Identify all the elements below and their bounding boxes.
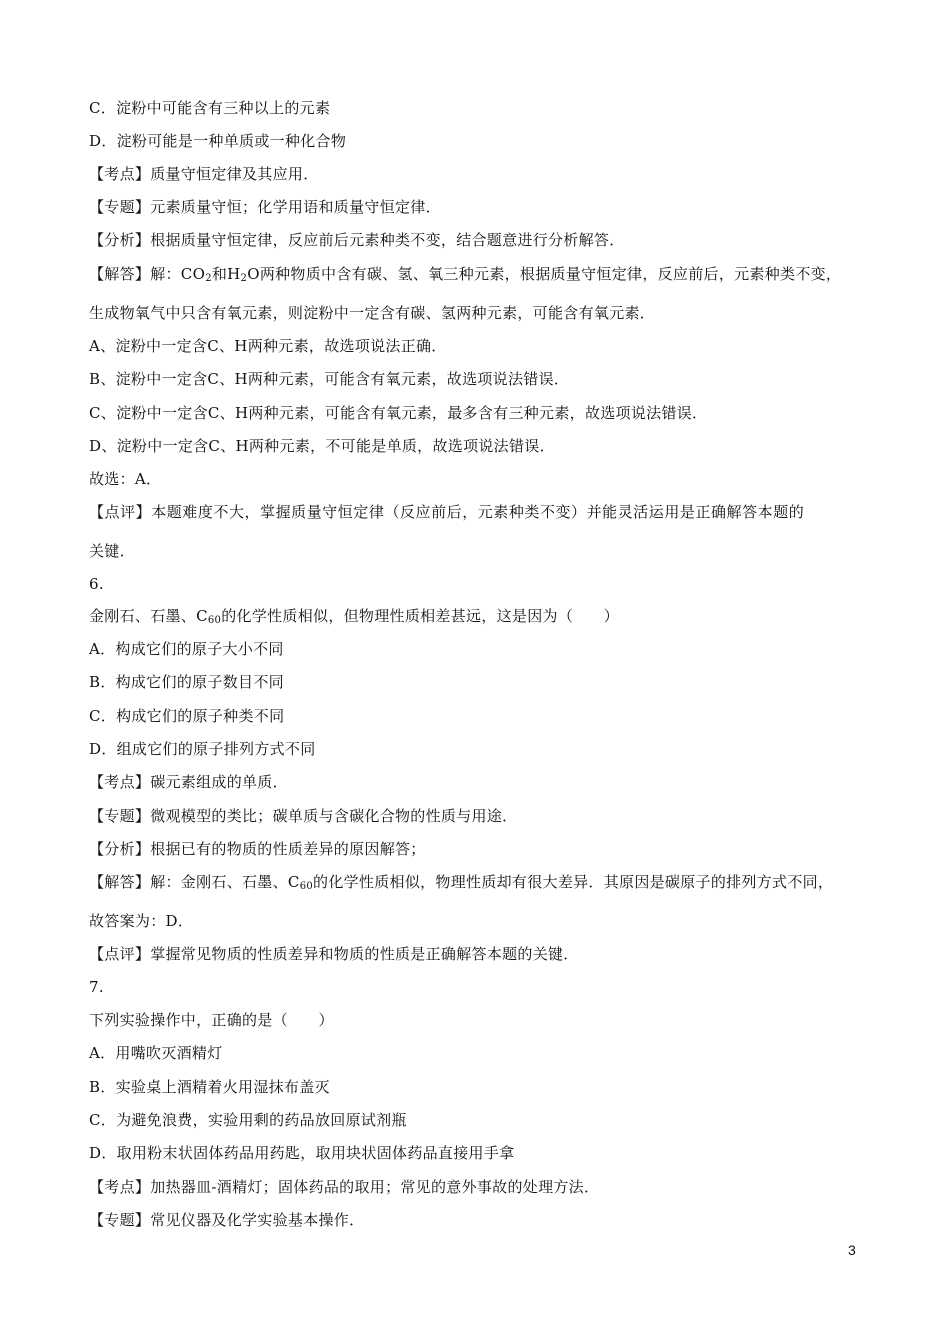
q6-jieda-sub: 60	[299, 881, 314, 892]
q6-answer: 故答案为：D．	[89, 912, 194, 930]
q5-analysis-a: A、淀粉中一定含C、H两种元素，故选项说法正确．	[89, 337, 447, 355]
q6-stem	[89, 606, 619, 626]
q6-option-a: A．构成它们的原子大小不同	[89, 640, 284, 658]
q5-kaodian: 【考点】质量守恒定律及其应用．	[89, 165, 319, 183]
q7-option-b: B．实验桌上酒精着火用湿抹布盖灭	[89, 1078, 330, 1096]
q6-option-d: D．组成它们的原子排列方式不同	[89, 740, 316, 758]
q5-dianping-line2: 关键．	[89, 542, 135, 560]
q6-option-c: C．构成它们的原子种类不同	[89, 707, 285, 725]
q5-option-d: D．淀粉可能是一种单质或一种化合物	[89, 132, 347, 150]
q6-dianping: 【点评】掌握常见物质的性质差异和物质的性质是正确解答本题的关键．	[89, 945, 579, 963]
q6-stem-rest: 的化学性质相似，但物理性质相差甚远，这是因为（ ）	[221, 607, 620, 625]
q6-stem-sub: 60	[207, 615, 222, 626]
q5-option-c: C．淀粉中可能含有三种以上的元素	[89, 99, 331, 117]
q7-option-a: A．用嘴吹灭酒精灯	[89, 1044, 223, 1062]
q5-jieda-sub2: 2	[240, 273, 248, 284]
q5-fenxi: 【分析】根据质量守恒定律，反应前后元素种类不变，结合题意进行分析解答．	[89, 231, 625, 249]
q7-kaodian: 【考点】加热器皿-酒精灯；固体药品的取用；常见的意外事故的处理方法．	[89, 1178, 600, 1196]
q5-zhuanti: 【专题】元素质量守恒；化学用语和质量守恒定律．	[89, 198, 441, 216]
q6-kaodian: 【考点】碳元素组成的单质．	[89, 773, 288, 791]
page-number: 3	[848, 1242, 856, 1258]
q6-zhuanti: 【专题】微观模型的类比；碳单质与含碳化合物的性质与用途．	[89, 807, 518, 825]
q5-jieda-line1	[89, 264, 841, 284]
q6-option-b: B．构成它们的原子数目不同	[89, 673, 284, 691]
q7-option-c: C．为避免浪费，实验用剩的药品放回原试剂瓶	[89, 1111, 407, 1129]
q5-jieda-line2: 生成物氧气中只含有氧元素，则淀粉中一定含有碳、氢两种元素，可能含有氧元素．	[89, 304, 656, 322]
q6-fenxi: 【分析】根据已有的物质的性质差异的原因解答；	[89, 840, 426, 858]
q5-jieda-rest: O两种物质中含有碳、氢、氧三种元素，根据质量守恒定律，反应前后，元素种类不变，	[247, 265, 842, 283]
q5-analysis-c: C、淀粉中一定含C、H两种元素，可能含有氧元素，最多含有三种元素，故选项说法错误．	[89, 404, 708, 422]
q6-number: 6.	[89, 575, 104, 593]
q5-jieda-sub1: 2	[205, 273, 212, 284]
q5-analysis-d: D、淀粉中一定含C、H两种元素，不可能是单质，故选项说法错误．	[89, 437, 555, 455]
q5-analysis-b: B、淀粉中一定含C、H两种元素，可能含有氧元素，故选项说法错误．	[89, 370, 570, 388]
q5-dianping-line1: 【点评】本题难度不大，掌握质量守恒定律（反应前后，元素种类不变）并能灵活运用是正确解答本题的	[89, 503, 805, 521]
q5-answer: 故选：A．	[89, 470, 162, 488]
q6-stem-prefix: 金刚石、石墨、C	[89, 607, 208, 625]
q7-option-d: D．取用粉末状固体药品用药匙，取用块状固体药品直接用手拿	[89, 1144, 515, 1162]
q6-jieda-prefix: 【解答】解：金刚石、石墨、C	[89, 873, 300, 891]
q7-stem: 下列实验操作中，正确的是（ ）	[89, 1011, 334, 1029]
q5-jieda-mid: 和H	[211, 265, 241, 283]
q7-zhuanti: 【专题】常见仪器及化学实验基本操作．	[89, 1211, 365, 1229]
q6-jieda	[89, 872, 833, 892]
q5-jieda-prefix: 【解答】解：CO	[89, 265, 206, 283]
q7-number: 7.	[89, 978, 104, 996]
q6-jieda-rest: 的化学性质相似，物理性质却有很大差异．其原因是碳原子的排列方式不同，	[313, 873, 834, 891]
